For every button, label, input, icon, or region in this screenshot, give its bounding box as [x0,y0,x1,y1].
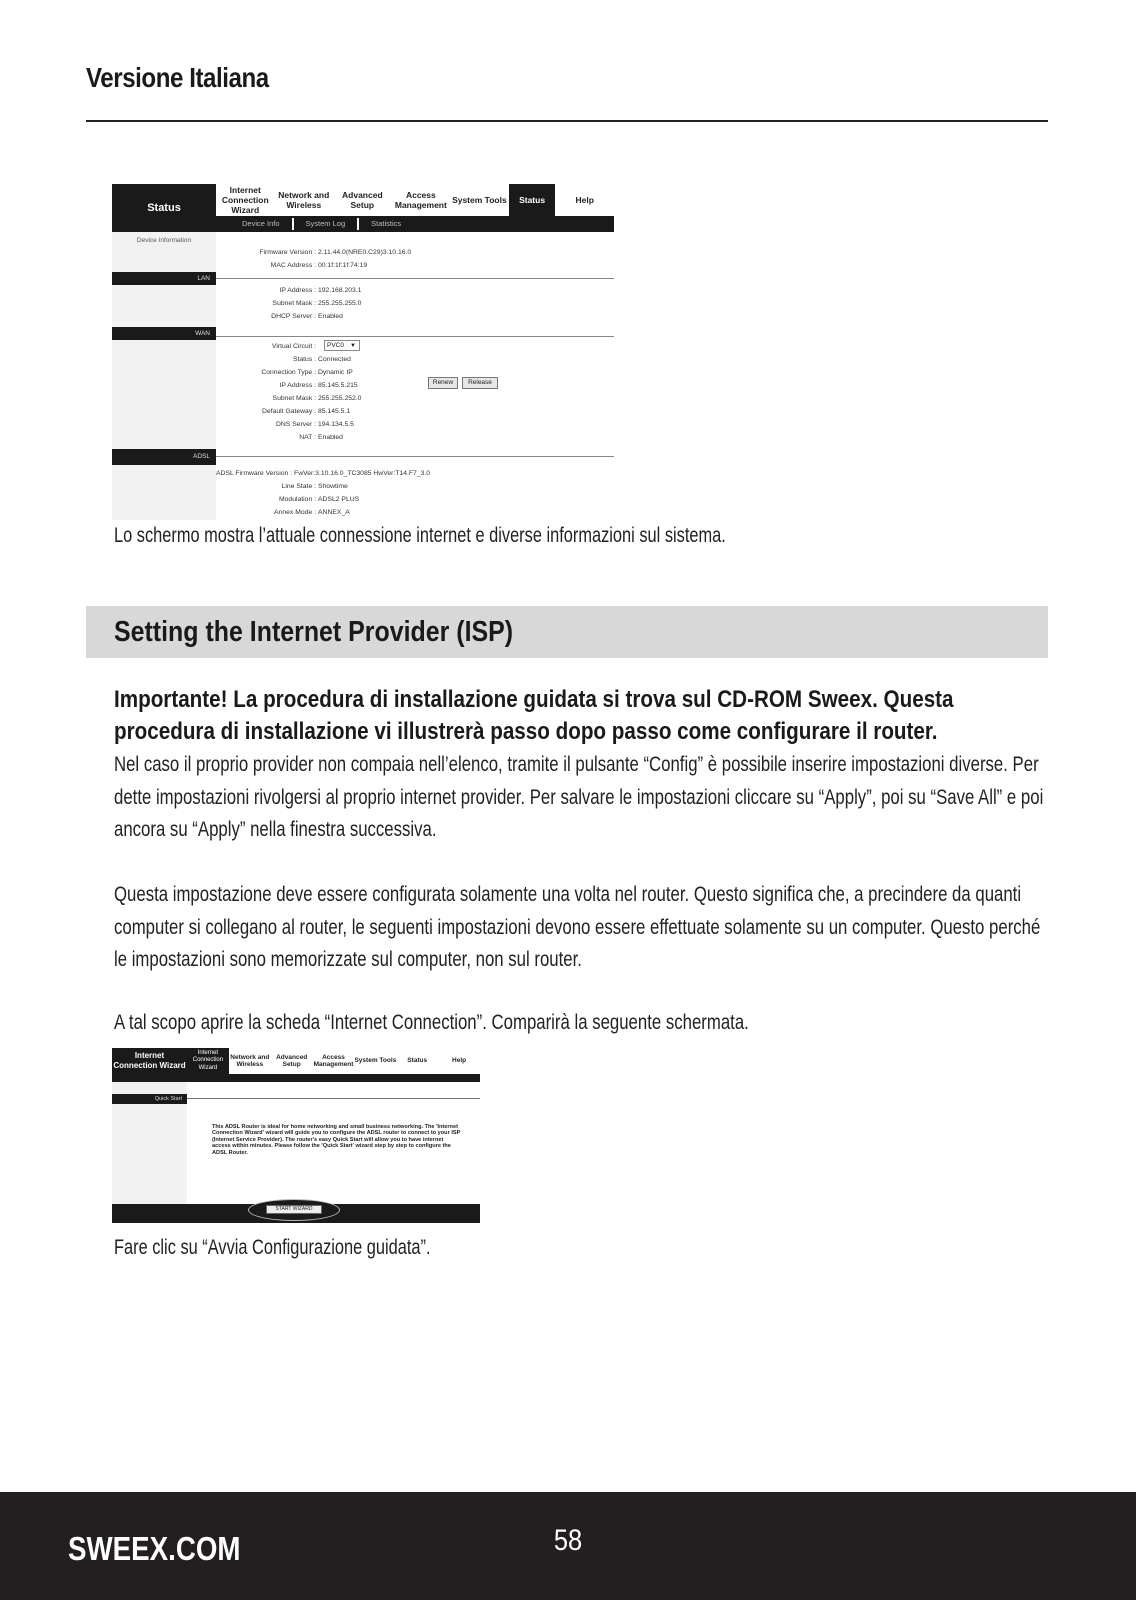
status-subnav [216,216,614,232]
info-row: Firmware Version : 2.11.44.0(NRE0.C29)3.10.16.0 [259,249,412,256]
footer-site: SWEEX.COM [68,1530,241,1567]
info-row: Annex Mode : ANNEX_A [274,509,350,516]
info-row: ADSL Firmware Version : FwVer:3.10.16.0_TC3085 HwVer:T14.F7_3.0 [216,470,431,477]
nav-tab-status[interactable]: Status [509,184,556,216]
divider [187,1098,480,1099]
release-button[interactable]: Release [462,377,498,389]
info-row: IP Address : 192.168.203.1 [279,287,362,294]
info-row: DNS Server : 194.134.5.5 [275,421,354,428]
section-lan: LAN [112,272,216,285]
nav-tab-status[interactable]: Status [407,1057,428,1065]
header-rule [86,120,1048,122]
info-row: IP Address : 85.145.5.215 [279,382,358,389]
page-header [86,62,1048,94]
section-adsl: ADSL [112,449,216,465]
important-note: Importante! La procedura di installazione guidata si trova sul CD-ROM Sweex. Questa procedura di installazione vi illustrerà passo dopo passo come configurare il router. [114,686,954,745]
start-wizard-button[interactable]: START WIZARD [266,1205,322,1214]
info-row: Line State : Showtime [281,483,348,490]
nav-tab-wizard[interactable]: Internet Connection Wizard [187,1048,229,1074]
status-nav [216,184,614,216]
info-row: Modulation : ADSL2 PLUS [278,496,360,503]
info-row: NAT : Enabled [299,434,343,441]
router-wizard-screenshot [112,1048,480,1223]
nav-tab-network[interactable]: Network and Wireless [278,190,330,210]
info-row: Virtual Circuit : [271,343,316,350]
nav-tab-help[interactable]: Help [452,1057,467,1065]
nav-tab-help[interactable]: Help [575,195,594,205]
subtab-system-log[interactable]: System Log [294,218,360,230]
info-row: DHCP Server : Enabled [271,313,343,320]
divider [216,456,614,457]
chevron-down-icon: ▼ [350,343,356,349]
wizard-subbar [187,1074,480,1082]
renew-button[interactable]: Renew [428,377,458,389]
status-caption: Lo schermo mostra l’attuale connessione internet e diverse informazioni sul sistema. [114,524,726,547]
nav-tab-access[interactable]: Access Management [394,190,447,210]
virtual-circuit-select[interactable]: PVC0 ▼ [324,340,360,351]
status-page-title: Status [112,184,216,232]
wizard-page-title: Internet Connection Wizard [112,1048,187,1082]
paragraph-open-tab: A tal scopo aprire la scheda “Internet Connection”. Comparirà la seguente schermata. [114,1010,749,1034]
quick-start-label: Quick Start [112,1094,187,1104]
divider [216,336,614,337]
page-title: Versione Italiana [86,62,269,93]
wizard-caption: Fare clic su “Avvia Configurazione guidata”. [114,1236,431,1259]
info-row: MAC Address : 00:1f:1f:1f:74:19 [270,262,368,269]
nav-tab-network[interactable]: Network and Wireless [230,1053,270,1068]
router-status-screenshot [112,184,614,520]
nav-tab-system[interactable]: System Tools [452,195,507,205]
info-row: Subnet Mask : 255.255.255.0 [272,300,362,307]
wizard-description: This ADSL Router is ideal for home networking and small business networking. The 'Internet Connection Wizard' wizard will guide you to configure the ADSL router to connect to your ISP (Internet Service Provider). The router's easy Quick Start will allow you to have internet access within minutes. Please follow the 'Quick Start' wizard step by step to configure the ADSL Router. [212,1124,461,1156]
info-row: Status : Connected [292,356,351,363]
info-row: Connection Type : Dynamic IP [261,369,353,376]
section-wan: WAN [112,327,216,340]
wizard-nav [187,1048,480,1074]
page-number: 58 [553,1524,583,1557]
nav-tab-access[interactable]: Access Management [313,1053,354,1068]
nav-tab-wizard[interactable]: Internet Connection Wizard [221,185,269,215]
section-device-info: Device Information [136,237,192,244]
section-title: Setting the Internet Provider (ISP) [114,616,514,648]
page-footer [0,1492,1136,1600]
nav-tab-advanced[interactable]: Advanced Setup [342,190,383,210]
paragraph-config: Nel caso il proprio provider non compaia nell’elenco, tramite il pulsante “Config” è possibile inserire impostazioni diverse. Per dette impostazioni rivolgersi al proprio internet provider. Per salvare le impostazioni cliccare su “Apply”, poi su “Save All” e poi ancora su “Apply” nella finestra successiva. [114,752,1044,841]
info-row: Subnet Mask : 255.255.252.0 [272,395,362,402]
info-row: Default Gateway : 85.145.5.1 [261,408,351,415]
section-heading-band [86,606,1048,658]
nav-tab-advanced[interactable]: Advanced Setup [276,1053,308,1068]
subtab-device-info[interactable]: Device Info [230,218,294,230]
nav-tab-system[interactable]: System Tools [354,1057,397,1065]
subtab-statistics[interactable]: Statistics [371,219,402,228]
paragraph-setup: Questa impostazione deve essere configurata solamente una volta nel router. Questo significa che, a precindere da quanti computer si collegano al router, le seguenti impostazioni devono essere effettuate solamente su un computer. Questo perché le impostazioni sono memorizzate sul computer, non sul router. [114,882,1041,971]
divider [216,278,614,279]
